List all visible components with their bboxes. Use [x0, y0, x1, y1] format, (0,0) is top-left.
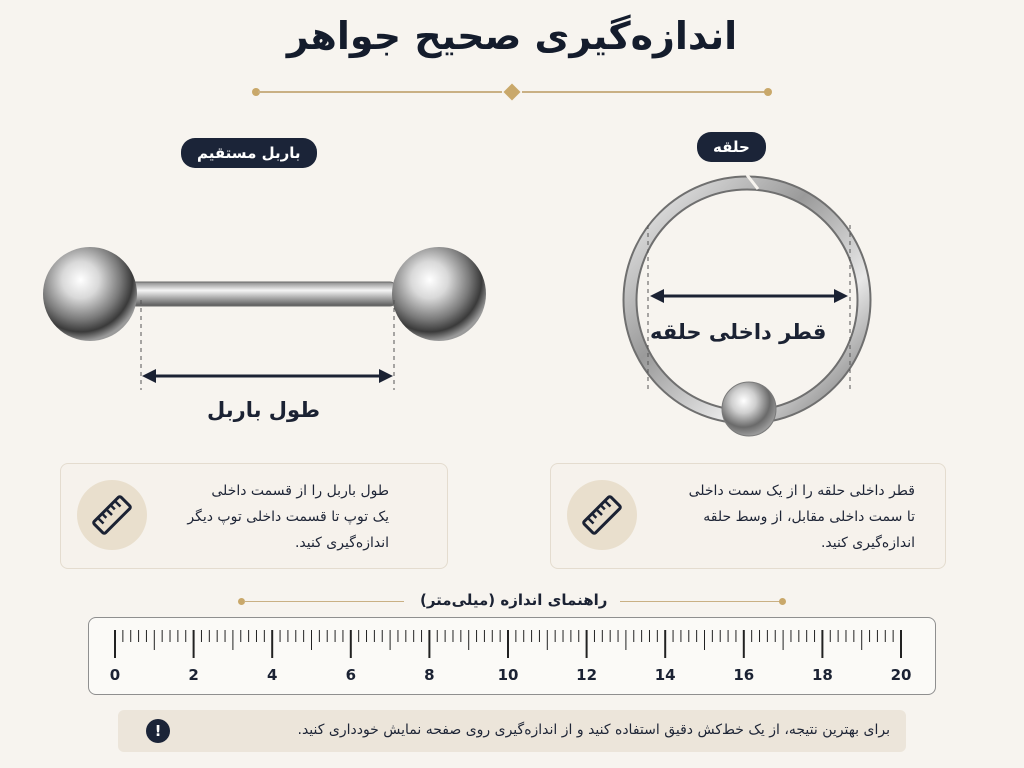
barbell-instruction-line-3: اندازه‌گیری کنید.	[294, 535, 389, 551]
ruler-number: 18	[811, 666, 833, 684]
guide-line-left	[244, 601, 404, 602]
ring-instruction-line-2: تا سمت داخلی مقابل، از وسط حلقه	[703, 509, 915, 525]
ruler-number: 4	[266, 666, 278, 684]
ring-instruction-line-3: اندازه‌گیری کنید.	[820, 535, 915, 551]
ruler-icon	[567, 480, 637, 550]
barbell-instruction-line-2: یک توپ تا قسمت داخلی توپ دیگر	[187, 509, 389, 525]
ruler-number: 0	[109, 666, 121, 684]
divider-dot-right	[764, 88, 772, 96]
page-title: اندازه‌گیری صحیح جواهر	[286, 14, 738, 58]
ruler-number: 16	[733, 666, 755, 684]
ruler-number: 10	[497, 666, 519, 684]
barbell-info-card	[60, 463, 448, 569]
barbell-illustration	[30, 230, 510, 400]
ruler-number: 12	[576, 666, 598, 684]
divider-diamond	[504, 84, 521, 101]
size-ruler	[88, 617, 936, 695]
ruler-number: 14	[654, 666, 676, 684]
ruler-scale	[89, 618, 935, 694]
ruler-number: 2	[188, 666, 199, 684]
ruler-number: 20	[890, 666, 912, 684]
guide-line-right	[620, 601, 780, 602]
divider-line-left	[258, 91, 502, 93]
barbell-measure-label: طول باربل	[207, 398, 320, 422]
barbell-instruction-line-1: طول باربل را از قسمت داخلی	[211, 483, 389, 499]
barbell-pill: باربل مستقیم	[181, 138, 317, 168]
note-text: برای بهترین نتیجه، از یک خط‌کش دقیق استفاده کنید و از اندازه‌گیری روی صفحه نمایش خودداری کنید.	[297, 722, 890, 738]
note-box	[118, 710, 906, 752]
ring-info-card	[550, 463, 946, 569]
ring-illustration	[610, 165, 900, 455]
ring-instruction-line-1: قطر داخلی حلقه را از یک سمت داخلی	[688, 483, 915, 499]
divider-line-right	[522, 91, 766, 93]
ruler-number: 8	[424, 666, 435, 684]
ruler-number: 6	[345, 666, 357, 684]
ring-measure-label: قطر داخلی حلقه	[650, 320, 827, 344]
guide-dot-right	[779, 598, 786, 605]
guide-title: راهنمای اندازه (میلی‌متر)	[420, 591, 608, 609]
ring-pill: حلقه	[697, 132, 766, 162]
exclamation-icon: !	[146, 719, 170, 743]
